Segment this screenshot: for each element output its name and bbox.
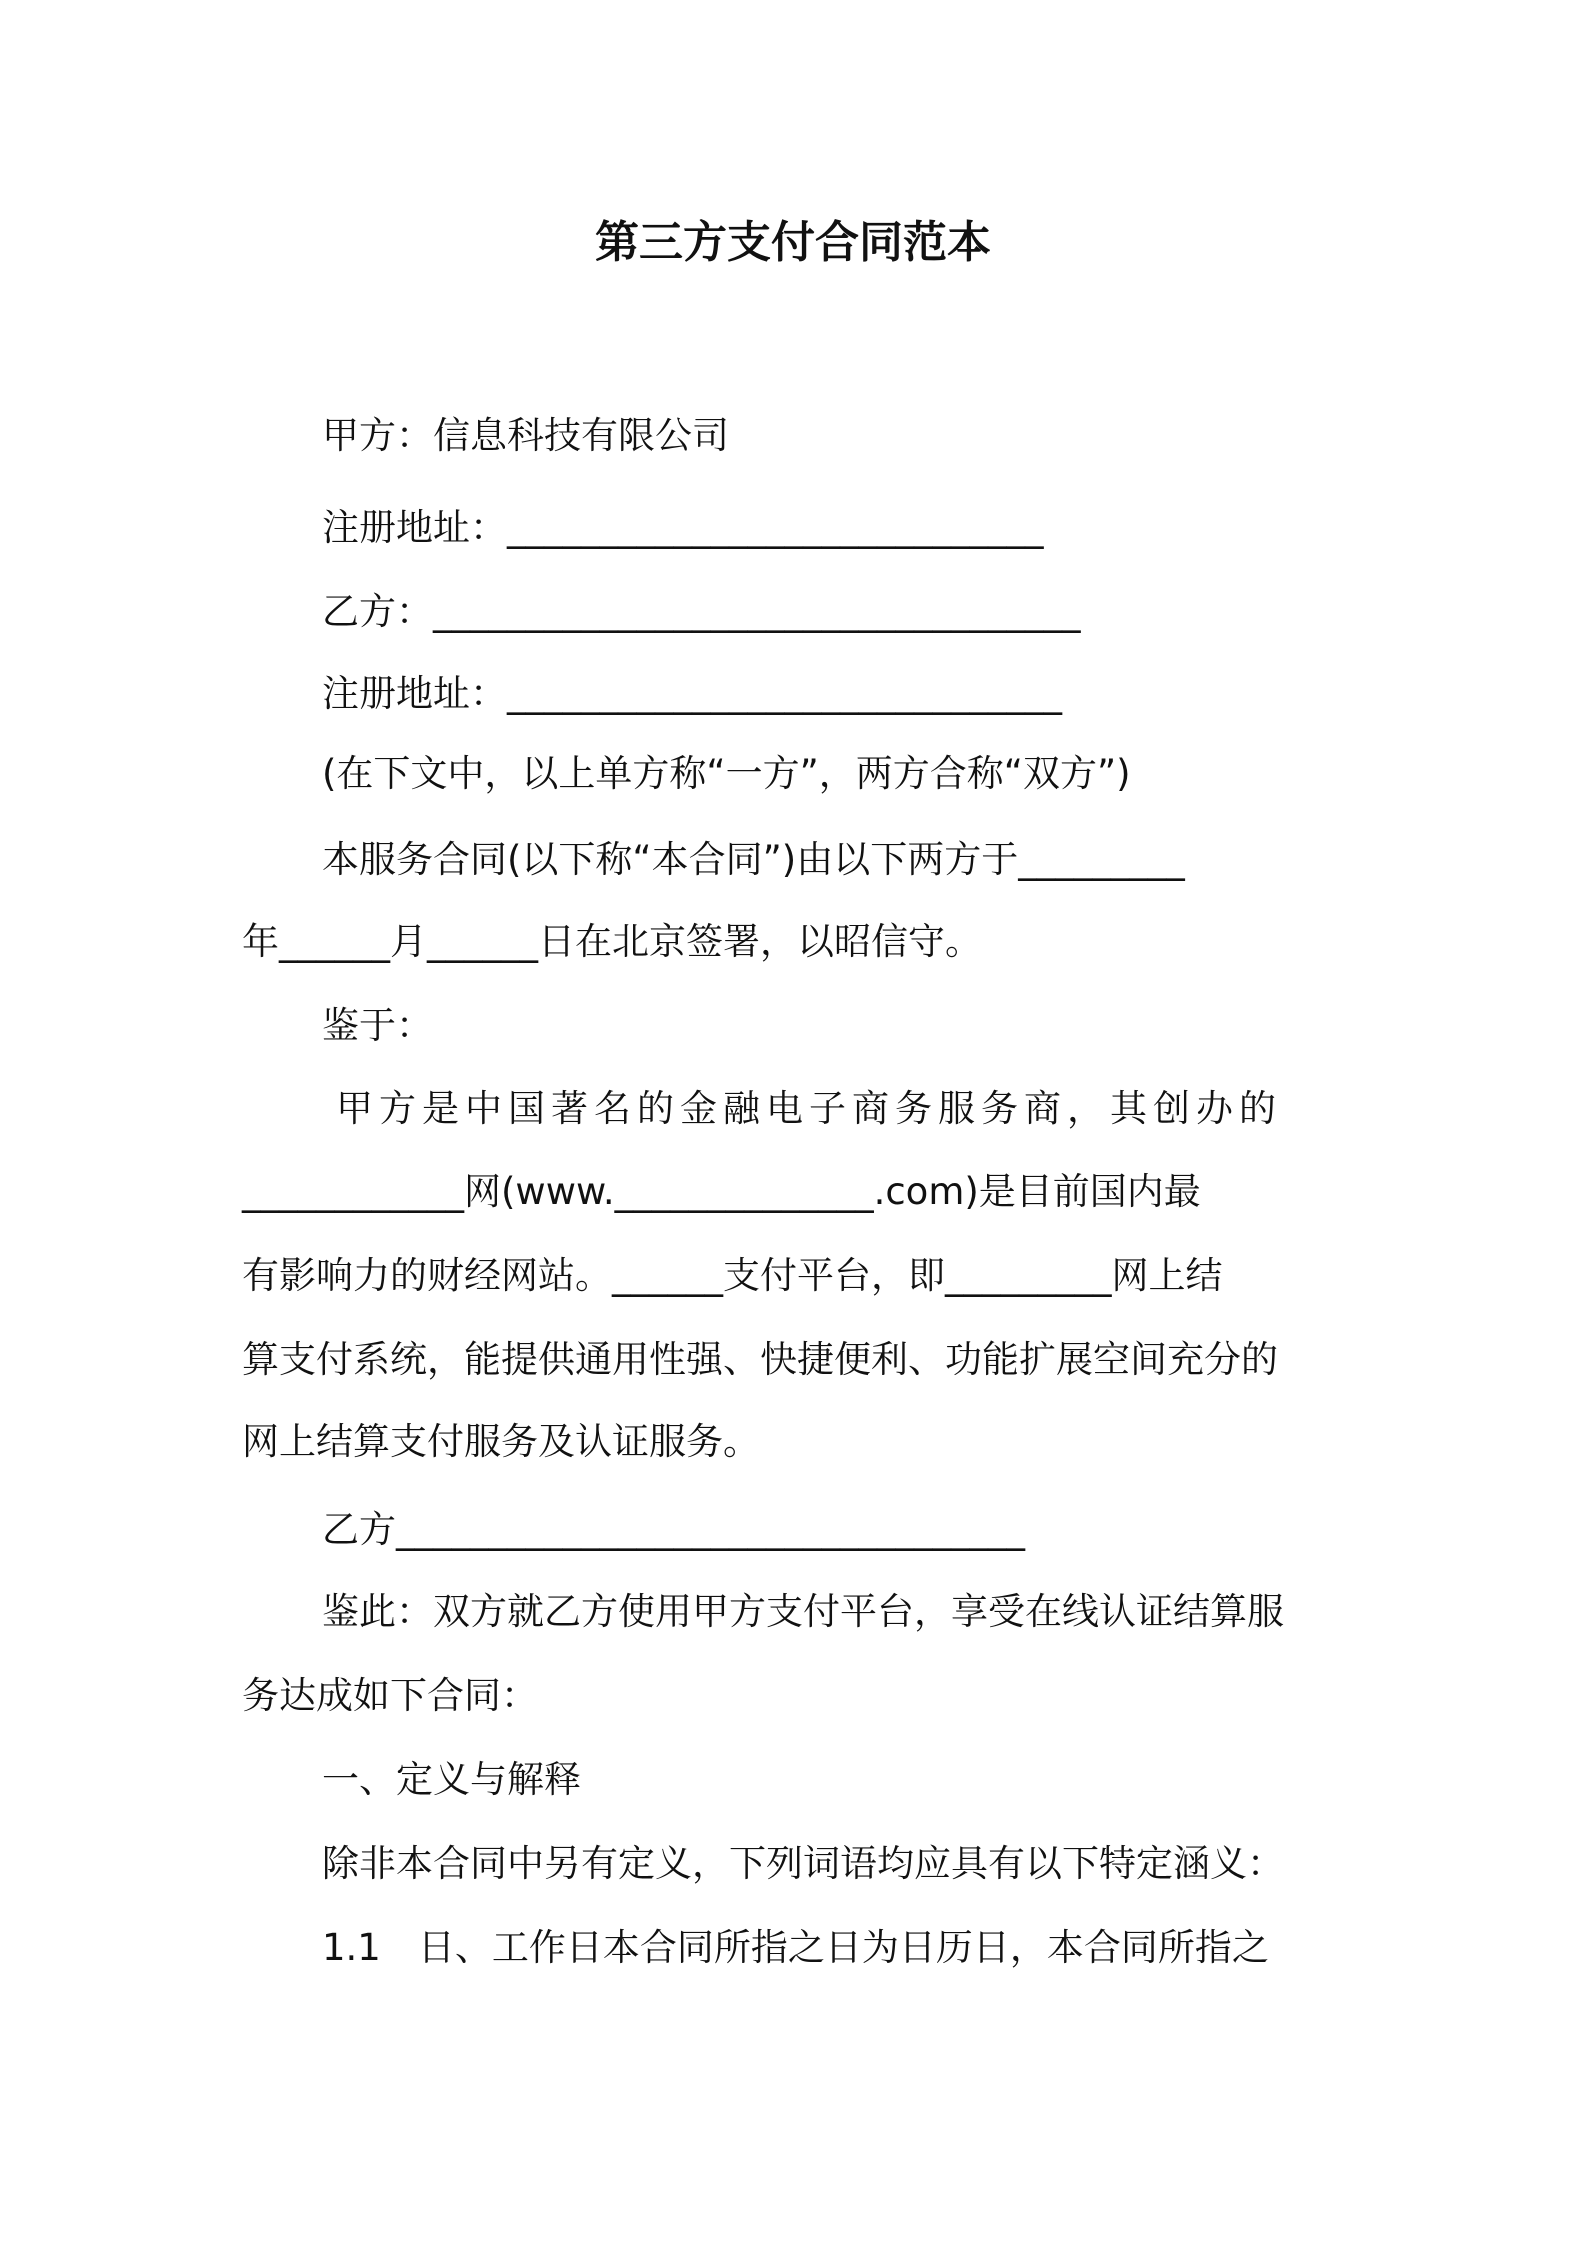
party-a-address-line: 注册地址：_____________________________: [322, 506, 1044, 549]
party-definition-note: (在下文中，以上单方称“一方”，两方合称“双方”): [322, 752, 1131, 795]
party-a-line: 甲方：信息科技有限公司: [322, 414, 729, 457]
agreement-line-2: 务达成如下合同：: [242, 1674, 538, 1717]
document-title: 第三方支付合同范本: [595, 217, 991, 268]
whereas-paragraph-line-4: 算支付系统，能提供通用性强、快捷便利、功能扩展空间充分的: [242, 1338, 1278, 1381]
whereas-paragraph-line-1: 甲方是中国著名的金融电子商务服务商，其创办的: [336, 1087, 1282, 1130]
contract-intro-line-1: 本服务合同(以下称“本合同”)由以下两方于_________: [322, 838, 1185, 881]
party-b-address-line: 注册地址：______________________________: [322, 672, 1062, 715]
whereas-paragraph-line-2: ____________网(www.______________.com)是目前国内最: [242, 1170, 1201, 1213]
contract-intro-line-2: 年______月______日在北京签署，以昭信守。: [242, 920, 982, 963]
whereas-heading: 鉴于：: [322, 1004, 433, 1047]
party-b-whereas-line: 乙方__________________________________: [322, 1508, 1025, 1551]
agreement-line-1: 鉴此：双方就乙方使用甲方支付平台，享受在线认证结算服: [322, 1590, 1284, 1633]
whereas-paragraph-line-5: 网上结算支付服务及认证服务。: [242, 1420, 760, 1463]
party-b-line: 乙方：___________________________________: [322, 590, 1081, 633]
definitions-intro-line: 除非本合同中另有定义，下列词语均应具有以下特定涵义：: [322, 1842, 1284, 1885]
clause-1-1-line: 1.1 日、工作日本合同所指之日为日历日，本合同所指之: [322, 1926, 1269, 1969]
section-1-heading: 一、定义与解释: [322, 1758, 581, 1801]
whereas-paragraph-line-3: 有影响力的财经网站。______支付平台，即_________网上结: [242, 1254, 1223, 1297]
